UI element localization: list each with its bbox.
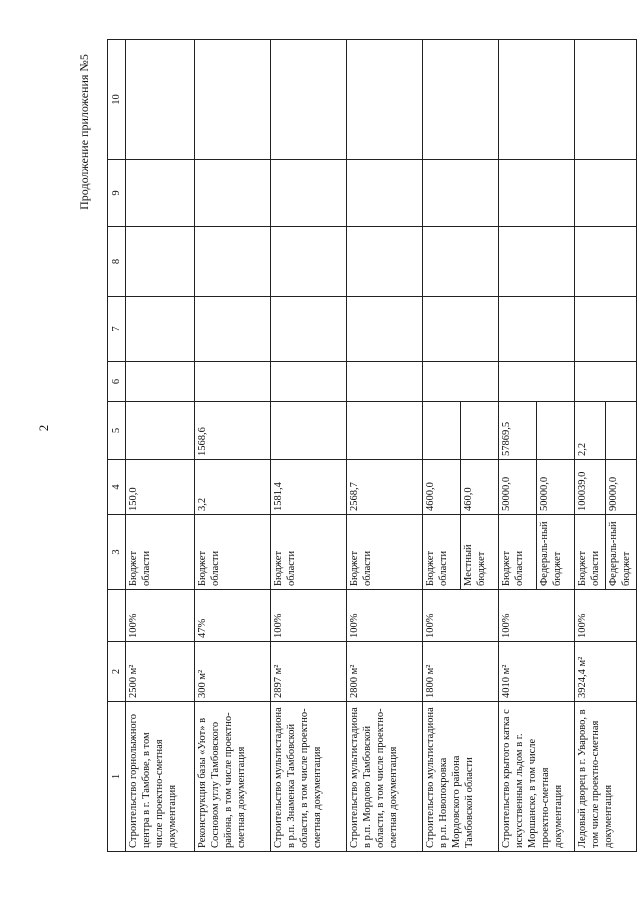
percent-cell: 100% [271,590,347,642]
empty-cell [195,40,271,160]
empty-cell [575,297,637,362]
empty-cell [347,227,423,297]
empty-cell [575,160,637,227]
source-cell-part: Федераль-ный бюджет [605,515,636,589]
object-name-cell: Строительство крытого катка с искусственным льдом в г. Моршанске, в том числе проектно-сметная документация [499,702,575,852]
page-number: 2 [36,424,51,432]
empty-cell [271,362,347,402]
table-row [271,40,347,852]
empty-cell [195,297,271,362]
empty-cell [347,160,423,227]
header-cell: 9 [108,160,126,227]
table-row [126,40,195,852]
col5-cell [347,402,423,460]
empty-cell [271,40,347,160]
empty-cell [126,227,195,297]
percent-cell: 100% [423,590,499,642]
col5-cell [126,402,195,460]
table-row [423,40,499,852]
percent-cell: 100% [347,590,423,642]
percent-cell: 100% [499,590,575,642]
empty-cell [271,160,347,227]
empty-cell [347,362,423,402]
col5-cell [575,402,637,460]
col5-cell-part [423,402,460,459]
table-row [575,40,637,852]
empty-cell [423,40,499,160]
area-cell: 2500 м² [126,642,195,702]
header-cell: 1 [108,702,126,852]
empty-cell [195,362,271,402]
empty-cell [575,227,637,297]
percent-cell: 47% [195,590,271,642]
col4-cell: 2568,7 [347,460,423,515]
col4-cell-part: 50000,0 [536,460,574,514]
empty-cell [499,40,575,160]
col4-cell [575,460,637,515]
object-name-cell: Строительство мультистадиона в р.п. Новопокровка Мордовского района Тамбовской области [423,702,499,852]
empty-cell [195,227,271,297]
area-cell: 4010 м² [499,642,575,702]
header-row [108,40,126,852]
col5-cell [271,402,347,460]
col5-cell-part [605,402,636,459]
area-cell: 300 м² [195,642,271,702]
col5-cell-part: 57869,5 [501,421,512,456]
col5-cell [423,402,499,460]
col4-cell-part: 4600,0 [425,482,436,511]
empty-cell [126,297,195,362]
header-cell: 7 [108,297,126,362]
col5-cell: 1568,6 [195,402,271,460]
empty-cell [423,227,499,297]
header-cell: 8 [108,227,126,297]
col5-cell-part [536,402,574,459]
object-name-cell: Реконструкция базы «Уют» в Сосновом углу Тамбовского района, в том числе проектно-сметная документация [195,702,271,852]
col4-cell: 3,2 [195,460,271,515]
header-cell: 10 [108,40,126,160]
object-name-cell: Строительство мультистадиона в р.п. Знаменка Тамбовской области, в том числе проектно-сметная документация [271,702,347,852]
header-cell: 4 [108,460,126,515]
header-cell: 5 [108,402,126,460]
col4-cell [423,460,499,515]
table-row [347,40,423,852]
source-cell [575,515,637,590]
col4-cell-part: 50000,0 [501,476,512,511]
empty-cell [271,297,347,362]
empty-cell [423,362,499,402]
empty-cell [575,40,637,160]
header-cell: 3 [108,515,126,590]
area-cell: 2800 м² [347,642,423,702]
rotated-table-container [107,40,634,852]
col4-cell [499,460,575,515]
empty-cell [347,297,423,362]
col4-cell: 1581,4 [271,460,347,515]
object-name-cell: Ледовый дворец в г. Уварово, в том числе проектно-сметная документация [575,702,637,852]
empty-cell [126,160,195,227]
header-cell: 2 [108,642,126,702]
source-cell: Бюджет области [347,515,423,590]
appendix-title: Продолжение приложения №5 [77,54,91,210]
empty-cell [423,160,499,227]
col5-cell-part: 2,2 [577,442,588,456]
empty-cell [423,297,499,362]
object-name-cell: Строительство мультистадиона в р.п. Мордово Тамбовской области, в том числе проектно-сметная документация [347,702,423,852]
header-cell: 6 [108,362,126,402]
empty-cell [126,362,195,402]
source-cell [499,515,575,590]
empty-cell [126,40,195,160]
area-cell: 3924,4 м² [575,642,637,702]
source-cell-part: Местный бюджет [460,515,498,589]
empty-cell [271,227,347,297]
col4-cell-part: 460,0 [460,460,498,514]
source-cell-part: Федераль-ный бюджет [536,515,574,589]
percent-cell: 100% [126,590,195,642]
col4-cell-part: 90000,0 [605,460,636,514]
col4-cell-part: 100039,0 [577,471,588,511]
source-cell [423,515,499,590]
empty-cell [499,297,575,362]
table-row [499,40,575,852]
source-cell: Бюджет области [195,515,271,590]
header-cell [108,590,126,642]
col5-cell-part [460,402,498,459]
empty-cell [195,160,271,227]
percent-cell: 100% [575,590,637,642]
table-body [108,40,637,852]
source-cell: Бюджет области [126,515,195,590]
source-cell-part: Бюджет области [501,550,525,586]
source-cell-part: Бюджет области [425,550,449,586]
empty-cell [347,40,423,160]
object-name-cell: Строительство горнолыжного центра в г. Тамбове, в том числе проектно-сметная документация [126,702,195,852]
col4-cell: 150,0 [126,460,195,515]
area-cell: 2897 м² [271,642,347,702]
empty-cell [575,362,637,402]
table-row [195,40,271,852]
empty-cell [499,160,575,227]
appendix-table [107,39,637,852]
source-cell-part: Бюджет области [577,550,601,586]
col5-cell [499,402,575,460]
source-cell: Бюджет области [271,515,347,590]
area-cell: 1800 м² [423,642,499,702]
empty-cell [499,227,575,297]
empty-cell [499,362,575,402]
